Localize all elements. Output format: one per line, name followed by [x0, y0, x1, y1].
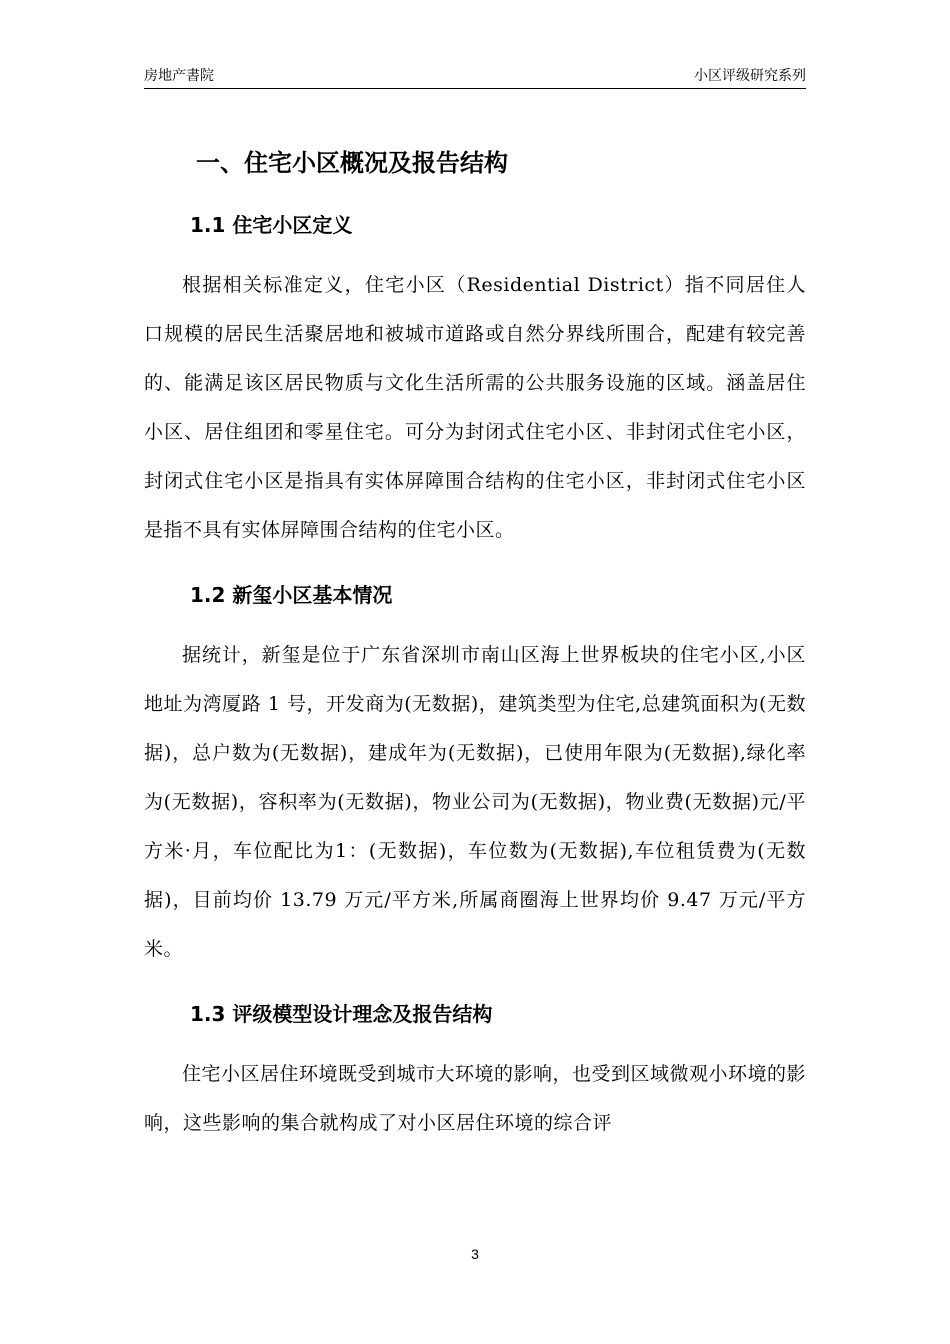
section-paragraph-1-3: 住宅小区居住环境既受到城市大环境的影响，也受到区域微观小环境的影响，这些影响的集合就构成了对小区居住环境的综合评 [144, 1063, 807, 1134]
header-publisher: 房地产書院 [144, 68, 214, 84]
page-number: 3 [471, 1246, 479, 1262]
section-paragraph-1-2: 据统计，新玺是位于广东省深圳市南山区海上世界板块的住宅小区,小区地址为湾厦路 1 号，开发商为(无数据)，建筑类型为住宅,总建筑面积为(无数据)，总户数为(无数据)，建成年为(无数据)，已使用年限为(无数据),绿化率为(无数据)，容积率为(无数据)，物业公司为(无数据)，物业费(无数据)元/平方米·月，车位配比为1：(无数据)，车位数为(无数据),车位租赁费为(无数据)，目前均价 13.79 万元/平方米,所属商圈海上世界均价 9.47 万元/平方米。 [144, 644, 806, 960]
section-paragraph-1-1: 根据相关标准定义，住宅小区（Residential District）指不同居住人口规模的居民生活聚居地和被城市道路或自然分界线所围合，配建有较完善的、能满足该区居民物质与文化生活所需的公共服务设施的区域。涵盖居住小区、居住组团和零星住宅。可分为封闭式住宅小区、非封闭式住宅小区，封闭式住宅小区是指具有实体屏障围合结构的住宅小区，非封闭式住宅小区是指不具有实体屏障围合结构的住宅小区。 [144, 274, 806, 541]
page-header [144, 66, 806, 89]
section-heading-1-2: 1.2 新玺小区基本情况 [190, 583, 393, 607]
header-series-title: 小区评级研究系列 [694, 68, 806, 84]
section-heading-1-1: 1.1 住宅小区定义 [190, 213, 353, 237]
section-heading-1-3: 1.3 评级模型设计理念及报告结构 [190, 1002, 493, 1026]
chapter-title: 一、住宅小区概况及报告结构 [196, 149, 508, 177]
document-body [144, 141, 806, 1148]
